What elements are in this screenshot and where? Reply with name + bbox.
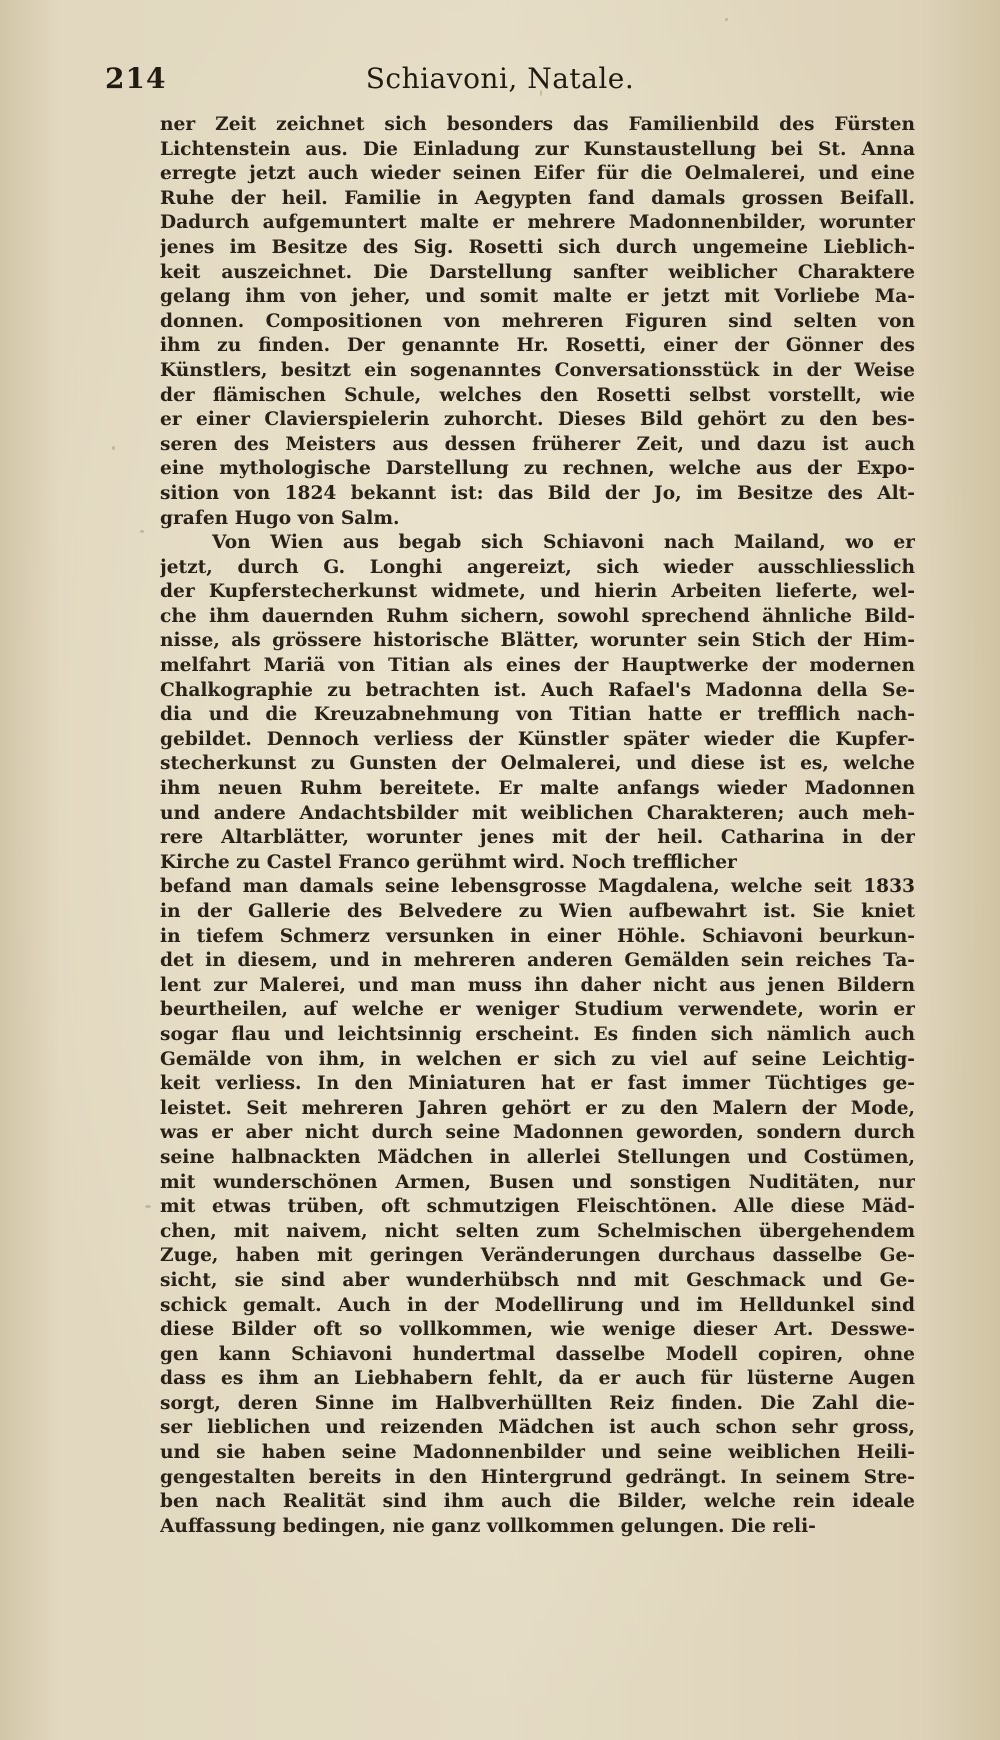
text-line: in tiefem Schmerz versunken in einer Höhle. Schiavoni beurkun-	[160, 925, 915, 947]
running-head: Schiavoni, Natale.	[365, 62, 635, 95]
text-line: gengestalten bereits in den Hintergrund gedrängt. In seinem Stre-	[160, 1466, 915, 1488]
text-line: Gemälde von ihm, in welchen er sich zu viel auf seine Leichtig-	[160, 1048, 915, 1070]
text-line: Lichtenstein aus. Die Einladung zur Kunstaustellung bei St. Anna	[160, 138, 915, 160]
text-line: sicht, sie sind aber wunderhübsch nnd mit Geschmack und Ge-	[160, 1269, 915, 1291]
text-line: grafen Hugo von Salm.	[160, 507, 400, 529]
text-line: seine halbnackten Mädchen in allerlei Stellungen und Costümen,	[160, 1146, 915, 1168]
page-speck	[140, 530, 144, 533]
text-line: der flämischen Schule, welches den Rosetti selbst vorstellt, wie	[160, 384, 915, 406]
text-line: eine mythologische Darstellung zu rechnen, welche aus der Expo-	[160, 458, 915, 480]
text-line: gebildet. Dennoch verliess der Künstler später wieder die Kupfer-	[160, 728, 915, 750]
text-line: mit etwas trüben, oft schmutzigen Fleischtönen. Alle diese Mäd-	[160, 1196, 915, 1218]
page-speck	[112, 446, 115, 450]
page-speck	[725, 18, 728, 21]
text-line: che ihm dauernden Ruhm sichern, sowohl sprechend ähnliche Bild-	[160, 605, 915, 627]
text-line: seren des Meisters aus dessen früherer Zeit, und dazu ist auch	[160, 433, 915, 455]
text-line: was er aber nicht durch seine Madonnen geworden, sondern durch	[160, 1122, 915, 1144]
text-line: nisse, als grössere historische Blätter, worunter sein Stich der Him-	[160, 630, 915, 652]
text-line: ner Zeit zeichnet sich besonders das Familienbild des Fürsten	[160, 114, 915, 135]
text-line: er einer Clavierspielerin zuhorcht. Dieses Bild gehört zu den bes-	[160, 409, 915, 431]
text-line: und andere Andachtsbilder mit weiblichen Charakteren; auch meh-	[160, 802, 915, 824]
text-line: ihm zu finden. Der genannte Hr. Rosetti, einer der Gönner des	[160, 335, 915, 357]
text-line: Auffassung bedingen, nie ganz vollkommen gelungen. Die reli-	[160, 1515, 816, 1537]
text-line: ser lieblichen und reizenden Mädchen ist auch schon sehr gross,	[160, 1417, 915, 1439]
text-line: Künstlers, besitzt ein sogenanntes Conversationsstück in der Weise	[160, 359, 915, 381]
text-line: keit auszeichnet. Die Darstellung sanfter weiblicher Charaktere	[160, 261, 915, 283]
text-line: und sie haben seine Madonnenbilder und seine weiblichen Heili-	[160, 1442, 915, 1464]
text-line: diese Bilder oft so vollkommen, wie wenige dieser Art. Desswe-	[160, 1319, 915, 1341]
text-line: donnen. Compositionen von mehreren Figuren sind selten von	[160, 310, 915, 332]
text-line: leistet. Seit mehreren Jahren gehört er zu den Malern der Mode,	[160, 1097, 915, 1119]
page-header	[0, 58, 1000, 98]
text-line: keit verliess. In den Miniaturen hat er fast immer Tüchtiges ge-	[160, 1073, 915, 1095]
text-line: der Kupferstecherkunst widmete, und hierin Arbeiten lieferte, wel-	[160, 581, 915, 603]
text-line: Kirche zu Castel Franco gerühmt wird. Noch trefflicher	[160, 851, 737, 873]
body-text	[160, 113, 915, 1539]
text-line: jetzt, durch G. Longhi angereizt, sich wieder ausschliesslich	[160, 556, 915, 578]
text-line: dass es ihm an Liebhabern fehlt, da er auch für lüsterne Augen	[160, 1368, 915, 1390]
text-line: melfahrt Mariä von Titian als eines der Hauptwerke der modernen	[160, 655, 915, 677]
text-line: Dadurch aufgemuntert malte er mehrere Madonnenbilder, worunter	[160, 212, 915, 234]
text-line: erregte jetzt auch wieder seinen Eifer für die Oelmalerei, und eine	[160, 163, 915, 185]
text-line: Ruhe der heil. Familie in Aegypten fand damals grossen Beifall.	[160, 187, 915, 209]
text-line: in der Gallerie des Belvedere zu Wien aufbewahrt ist. Sie kniet	[160, 901, 915, 922]
text-line: dia und die Kreuzabnehmung von Titian hatte er trefflich nach-	[160, 704, 915, 726]
text-line: Von Wien aus begab sich Schiavoni nach Mailand, wo er	[212, 532, 915, 554]
text-line: befand man damals seine lebensgrosse Magdalena, welche seit 1833	[160, 876, 915, 898]
text-line: rere Altarblätter, worunter jenes mit der heil. Catharina in der	[160, 827, 915, 849]
text-line: jenes im Besitze des Sig. Rosetti sich durch ungemeine Lieblich-	[160, 236, 915, 258]
text-line: Zuge, haben mit geringen Veränderungen durchaus dasselbe Ge-	[160, 1245, 915, 1267]
text-line: gen kann Schiavoni hundertmal dasselbe Modell copiren, ohne	[160, 1343, 915, 1365]
text-line: lent zur Malerei, und man muss ihn daher nicht aus jenen Bildern	[160, 974, 915, 996]
text-line: chen, mit naivem, nicht selten zum Schelmischen übergehendem	[160, 1220, 915, 1242]
text-line: mit wunderschönen Armen, Busen und sonstigen Nuditäten, nur	[160, 1171, 915, 1193]
text-line: schick gemalt. Auch in der Modellirung und im Helldunkel sind	[160, 1294, 915, 1316]
page-speck	[145, 1205, 151, 1208]
page-speck	[540, 90, 542, 96]
page-number: 214	[105, 62, 167, 95]
text-line: ihm neuen Ruhm bereitete. Er malte anfangs wieder Madonnen	[160, 778, 915, 800]
text-line: stecherkunst zu Gunsten der Oelmalerei, und diese ist es, welche	[160, 753, 915, 775]
text-line: Chalkographie zu betrachten ist. Auch Rafael's Madonna della Se-	[160, 679, 915, 701]
text-line: ben nach Realität sind ihm auch die Bilder, welche rein ideale	[160, 1491, 915, 1513]
text-line: gelang ihm von jeher, und somit malte er jetzt mit Vorliebe Ma-	[160, 286, 915, 308]
text-line: sorgt, deren Sinne im Halbverhüllten Reiz finden. Die Zahl die-	[160, 1392, 915, 1414]
text-line: det in diesem, und in mehreren anderen Gemälden sein reiches Ta-	[160, 950, 915, 972]
text-line: sogar flau und leichtsinnig erscheint. Es finden sich nämlich auch	[160, 1023, 915, 1045]
text-line: sition von 1824 bekannt ist: das Bild der Jo, im Besitze des Alt-	[160, 482, 915, 504]
text-line: beurtheilen, auf welche er weniger Studium verwendete, worin er	[160, 999, 915, 1021]
